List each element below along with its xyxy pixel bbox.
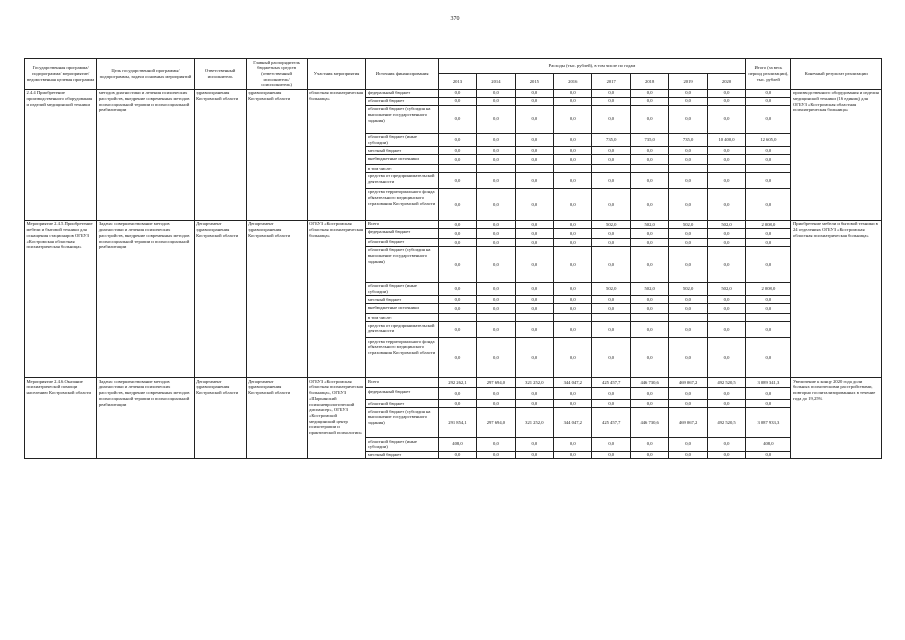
amount-cell: 0,0 bbox=[630, 97, 668, 105]
amount-cell: 0,0 bbox=[438, 89, 476, 97]
amount-cell: 0,0 bbox=[707, 388, 745, 400]
total-cell: 0,0 bbox=[746, 338, 791, 378]
amount-cell: 0,0 bbox=[554, 282, 592, 295]
amount-cell: 297 694,0 bbox=[477, 378, 515, 388]
amount-cell: 0,0 bbox=[477, 400, 515, 408]
total-cell: 0,0 bbox=[746, 296, 791, 304]
amount-cell: 0,0 bbox=[669, 147, 707, 155]
amount-cell: 0,0 bbox=[477, 238, 515, 246]
amount-cell: 0,0 bbox=[554, 388, 592, 400]
amount-cell: 0,0 bbox=[592, 400, 630, 408]
header-executor: Ответственный исполнитель bbox=[194, 59, 246, 90]
amount-cell bbox=[554, 165, 592, 173]
amount-cell: 0,0 bbox=[438, 238, 476, 246]
amount-cell: 469 067,2 bbox=[669, 408, 707, 438]
amount-cell: 0,0 bbox=[630, 246, 668, 282]
amount-cell bbox=[592, 314, 630, 322]
amount-cell: 0,0 bbox=[707, 304, 745, 314]
amount-cell: 0,0 bbox=[477, 89, 515, 97]
amount-cell: 0,0 bbox=[515, 322, 553, 338]
amount-cell: 0,0 bbox=[438, 322, 476, 338]
amount-cell: 0,0 bbox=[592, 304, 630, 314]
amount-cell: 0,0 bbox=[630, 451, 668, 459]
total-cell: 0,0 bbox=[746, 188, 791, 220]
amount-cell: 0,0 bbox=[669, 400, 707, 408]
amount-cell: 0,0 bbox=[477, 228, 515, 238]
source-cell: в том числе: bbox=[366, 314, 438, 322]
amount-cell: 0,0 bbox=[630, 105, 668, 133]
amount-cell: 0,0 bbox=[707, 89, 745, 97]
amount-cell: 0,0 bbox=[669, 188, 707, 220]
amount-cell: 0,0 bbox=[438, 338, 476, 378]
amount-cell: 0,0 bbox=[669, 172, 707, 188]
amount-cell: 297 694,0 bbox=[477, 408, 515, 438]
amount-cell: 0,0 bbox=[592, 451, 630, 459]
amount-cell: 0,0 bbox=[554, 322, 592, 338]
amount-cell: 0,0 bbox=[707, 451, 745, 459]
header-total: Итого (за весь период реализации), тыс. рублей bbox=[746, 59, 791, 90]
amount-cell bbox=[707, 314, 745, 322]
budget-table bbox=[24, 58, 882, 459]
amount-cell: 0,0 bbox=[630, 438, 668, 451]
amount-cell: 735,0 bbox=[630, 133, 668, 146]
amount-cell bbox=[669, 165, 707, 173]
amount-cell: 0,0 bbox=[707, 188, 745, 220]
amount-cell: 408,0 bbox=[438, 438, 476, 451]
amount-cell: 0,0 bbox=[438, 246, 476, 282]
total-cell: 0,0 bbox=[746, 322, 791, 338]
program-cell: 2.4.4 Приобретение производственного оборудования и изделий медицинской техники bbox=[25, 89, 97, 220]
amount-cell: 0,0 bbox=[515, 133, 553, 146]
total-cell: 408,0 bbox=[746, 438, 791, 451]
amount-cell: 0,0 bbox=[707, 97, 745, 105]
amount-cell: 0,0 bbox=[669, 338, 707, 378]
amount-cell: 0,0 bbox=[592, 338, 630, 378]
amount-cell: 344 047,2 bbox=[554, 378, 592, 388]
amount-cell: 321 252,0 bbox=[515, 378, 553, 388]
amount-cell: 0,0 bbox=[669, 97, 707, 105]
amount-cell: 344 047,2 bbox=[554, 408, 592, 438]
amount-cell: 0,0 bbox=[592, 155, 630, 165]
amount-cell: 425 457,7 bbox=[592, 378, 630, 388]
amount-cell: 292 262,1 bbox=[438, 378, 476, 388]
amount-cell: 321 252,0 bbox=[515, 408, 553, 438]
amount-cell: 0,0 bbox=[477, 451, 515, 459]
total-cell bbox=[746, 314, 791, 322]
amount-cell: 0,0 bbox=[438, 304, 476, 314]
header-year: 2016 bbox=[554, 74, 592, 89]
amount-cell: 0,0 bbox=[438, 105, 476, 133]
amount-cell: 0,0 bbox=[630, 304, 668, 314]
amount-cell: 0,0 bbox=[669, 105, 707, 133]
amount-cell: 0,0 bbox=[515, 438, 553, 451]
amount-cell: 446 730,6 bbox=[630, 408, 668, 438]
source-cell: областной бюджет bbox=[366, 238, 438, 246]
amount-cell: 0,0 bbox=[707, 155, 745, 165]
page-number: 370 bbox=[450, 16, 460, 22]
amount-cell: 0,0 bbox=[630, 388, 668, 400]
amount-cell: 0,0 bbox=[438, 228, 476, 238]
header-year: 2019 bbox=[669, 74, 707, 89]
header-goal: Цель государственной программы/подпрограммы, задачи основных мероприятий bbox=[97, 59, 194, 90]
amount-cell: 502,0 bbox=[707, 220, 745, 228]
budget-holder-cell: Департамент здравоохранения Костромской области bbox=[246, 378, 307, 459]
header-year: 2018 bbox=[630, 74, 668, 89]
amount-cell: 291 854,1 bbox=[438, 408, 476, 438]
amount-cell: 0,0 bbox=[477, 338, 515, 378]
amount-cell bbox=[669, 314, 707, 322]
source-cell: федеральный бюджет bbox=[366, 388, 438, 400]
amount-cell: 0,0 bbox=[707, 147, 745, 155]
amount-cell: 0,0 bbox=[515, 97, 553, 105]
total-cell: 0,0 bbox=[746, 147, 791, 155]
amount-cell: 502,0 bbox=[592, 282, 630, 295]
amount-cell: 0,0 bbox=[592, 438, 630, 451]
amount-cell: 469 067,2 bbox=[669, 378, 707, 388]
amount-cell: 0,0 bbox=[477, 246, 515, 282]
amount-cell: 0,0 bbox=[592, 188, 630, 220]
amount-cell bbox=[438, 165, 476, 173]
total-cell: 0,0 bbox=[746, 97, 791, 105]
amount-cell: 0,0 bbox=[554, 147, 592, 155]
goal-cell: методов диагностики и лечения психических расстройств, внедрение современных методов психосоциальной терапии и психосоциальной реабилитации bbox=[97, 89, 194, 220]
amount-cell: 502,0 bbox=[592, 220, 630, 228]
amount-cell: 0,0 bbox=[438, 282, 476, 295]
amount-cell: 0,0 bbox=[592, 172, 630, 188]
amount-cell: 0,0 bbox=[707, 105, 745, 133]
source-cell: местный бюджет bbox=[366, 296, 438, 304]
header-year: 2014 bbox=[477, 74, 515, 89]
amount-cell: 0,0 bbox=[515, 147, 553, 155]
amount-cell: 0,0 bbox=[438, 172, 476, 188]
source-cell: местный бюджет bbox=[366, 147, 438, 155]
amount-cell: 0,0 bbox=[438, 155, 476, 165]
amount-cell: 0,0 bbox=[592, 228, 630, 238]
source-cell: в том числе: bbox=[366, 165, 438, 173]
total-cell: 0,0 bbox=[746, 400, 791, 408]
amount-cell: 492 520,5 bbox=[707, 378, 745, 388]
amount-cell: 0,0 bbox=[515, 155, 553, 165]
executor-cell: Департамент здравоохранения Костромской области bbox=[194, 220, 246, 377]
amount-cell: 0,0 bbox=[630, 172, 668, 188]
amount-cell: 0,0 bbox=[477, 304, 515, 314]
program-cell: Мероприятие 2.4.5.Приобретение мебели и бытовой техники для оснащения стационаров ОГБУЗ «Костромская областная психиатрическая больница» bbox=[25, 220, 97, 377]
total-cell: 0,0 bbox=[746, 304, 791, 314]
amount-cell: 735,0 bbox=[592, 133, 630, 146]
amount-cell: 0,0 bbox=[554, 400, 592, 408]
total-cell: 0,0 bbox=[746, 451, 791, 459]
amount-cell: 0,0 bbox=[477, 105, 515, 133]
amount-cell: 0,0 bbox=[554, 105, 592, 133]
amount-cell: 0,0 bbox=[515, 220, 553, 228]
amount-cell: 0,0 bbox=[592, 238, 630, 246]
amount-cell: 0,0 bbox=[630, 147, 668, 155]
program-cell: Мероприятие 2.4.6.Оказание психиатрической помощи населению Костромской области bbox=[25, 378, 97, 459]
source-cell: областной бюджет (субсидия на выполнение государственного задания) bbox=[366, 105, 438, 133]
result-cell: Увеличение к концу 2020 года доли больных психическими расстройствами, повторно госпитализированных в течение года до 19,25% bbox=[791, 378, 882, 459]
amount-cell: 502,0 bbox=[669, 282, 707, 295]
amount-cell: 0,0 bbox=[554, 188, 592, 220]
header-source: Источник финансирования bbox=[366, 59, 438, 90]
source-cell: местный бюджет bbox=[366, 451, 438, 459]
amount-cell bbox=[438, 314, 476, 322]
amount-cell: 0,0 bbox=[554, 246, 592, 282]
amount-cell: 0,0 bbox=[515, 105, 553, 133]
source-cell: областной бюджет (иные субсидии) bbox=[366, 438, 438, 451]
amount-cell: 0,0 bbox=[707, 338, 745, 378]
amount-cell: 0,0 bbox=[554, 172, 592, 188]
amount-cell: 0,0 bbox=[630, 89, 668, 97]
amount-cell bbox=[707, 165, 745, 173]
amount-cell: 0,0 bbox=[477, 188, 515, 220]
amount-cell: 0,0 bbox=[630, 238, 668, 246]
total-cell: 3 087 933,3 bbox=[746, 408, 791, 438]
amount-cell: 446 730,6 bbox=[630, 378, 668, 388]
amount-cell: 0,0 bbox=[630, 400, 668, 408]
amount-cell: 0,0 bbox=[554, 133, 592, 146]
source-cell: областной бюджет (субсидия на выполнение государственного задания) bbox=[366, 246, 438, 282]
amount-cell: 0,0 bbox=[707, 400, 745, 408]
source-cell: федеральный бюджет bbox=[366, 89, 438, 97]
amount-cell: 0,0 bbox=[592, 105, 630, 133]
result-cell: производственного оборудования и изделия медицинской техники (16 единиц) для ОГБУЗ «Костромская областная психиатрическая больница» bbox=[791, 89, 882, 220]
amount-cell: 0,0 bbox=[554, 338, 592, 378]
source-cell: средства от предпринимательской деятельности bbox=[366, 322, 438, 338]
source-cell: Всего bbox=[366, 378, 438, 388]
amount-cell bbox=[515, 314, 553, 322]
amount-cell bbox=[630, 165, 668, 173]
amount-cell: 0,0 bbox=[438, 388, 476, 400]
total-cell: 0,0 bbox=[746, 246, 791, 282]
source-cell: областной бюджет (иные субсидии) bbox=[366, 282, 438, 295]
amount-cell: 0,0 bbox=[438, 296, 476, 304]
amount-cell: 10 400,0 bbox=[707, 133, 745, 146]
table-row bbox=[25, 378, 882, 388]
total-cell: 0,0 bbox=[746, 89, 791, 97]
amount-cell: 0,0 bbox=[554, 451, 592, 459]
amount-cell: 0,0 bbox=[592, 296, 630, 304]
amount-cell: 492 520,5 bbox=[707, 408, 745, 438]
amount-cell: 0,0 bbox=[707, 246, 745, 282]
amount-cell: 0,0 bbox=[515, 228, 553, 238]
amount-cell: 0,0 bbox=[630, 296, 668, 304]
amount-cell: 0,0 bbox=[707, 322, 745, 338]
amount-cell: 0,0 bbox=[669, 296, 707, 304]
source-cell: областной бюджет (иные субсидии) bbox=[366, 133, 438, 146]
amount-cell: 0,0 bbox=[438, 451, 476, 459]
header-row-1 bbox=[25, 59, 882, 74]
source-cell: Всего bbox=[366, 220, 438, 228]
amount-cell: 0,0 bbox=[630, 228, 668, 238]
amount-cell: 0,0 bbox=[438, 97, 476, 105]
source-cell: областной бюджет bbox=[366, 400, 438, 408]
header-year: 2017 bbox=[592, 74, 630, 89]
amount-cell bbox=[554, 314, 592, 322]
participant-cell: областная психиатрическая больница» bbox=[307, 89, 366, 220]
total-cell: 3 089 341,3 bbox=[746, 378, 791, 388]
amount-cell: 0,0 bbox=[515, 388, 553, 400]
amount-cell: 0,0 bbox=[515, 282, 553, 295]
amount-cell: 0,0 bbox=[554, 304, 592, 314]
amount-cell: 0,0 bbox=[477, 147, 515, 155]
goal-cell: Задача: совершенствование методов диагностики и лечения психических расстройств, внедрение современных методов психосоциальной терапии и психосоциальной реабилитации bbox=[97, 378, 194, 459]
amount-cell: 0,0 bbox=[669, 438, 707, 451]
amount-cell: 0,0 bbox=[477, 282, 515, 295]
amount-cell: 0,0 bbox=[630, 188, 668, 220]
amount-cell: 0,0 bbox=[669, 89, 707, 97]
amount-cell: 502,0 bbox=[630, 220, 668, 228]
amount-cell: 0,0 bbox=[592, 246, 630, 282]
amount-cell: 0,0 bbox=[554, 97, 592, 105]
amount-cell: 0,0 bbox=[554, 228, 592, 238]
amount-cell: 0,0 bbox=[515, 238, 553, 246]
header-expenses: Расходы (тыс. рублей), в том числе по годам bbox=[438, 59, 746, 74]
source-cell: средства территориального фонда обязательного медицинского страхования Костромской области bbox=[366, 338, 438, 378]
amount-cell: 0,0 bbox=[438, 220, 476, 228]
source-cell: областной бюджет (субсидия на выполнение государственного задания) bbox=[366, 408, 438, 438]
amount-cell: 0,0 bbox=[477, 322, 515, 338]
amount-cell: 0,0 bbox=[592, 322, 630, 338]
total-cell: 0,0 bbox=[746, 105, 791, 133]
amount-cell: 0,0 bbox=[515, 172, 553, 188]
table-row bbox=[25, 220, 882, 228]
participant-cell: ОГБУЗ «Костромская областная психиатрическая больница» bbox=[307, 220, 366, 377]
amount-cell: 0,0 bbox=[707, 438, 745, 451]
executor-cell: здравоохранения Костромской области bbox=[194, 89, 246, 220]
amount-cell: 0,0 bbox=[592, 147, 630, 155]
header-program: Государственная программа/подпрограмма/ мероприятие/ ведомственная целевая программа bbox=[25, 59, 97, 90]
header-year: 2015 bbox=[515, 74, 553, 89]
total-cell: 0,0 bbox=[746, 238, 791, 246]
budget-holder-cell: здравоохранения Костромской области bbox=[246, 89, 307, 220]
amount-cell: 0,0 bbox=[515, 451, 553, 459]
amount-cell: 0,0 bbox=[477, 172, 515, 188]
amount-cell: 0,0 bbox=[515, 296, 553, 304]
amount-cell: 0,0 bbox=[669, 304, 707, 314]
amount-cell: 0,0 bbox=[669, 451, 707, 459]
result-cell: Приобретение мебели и бытовой техники в 24 отделениях ОГБУЗ «Костромская областная психиатрическая больница» bbox=[791, 220, 882, 377]
amount-cell: 0,0 bbox=[669, 228, 707, 238]
amount-cell: 0,0 bbox=[477, 155, 515, 165]
amount-cell: 0,0 bbox=[477, 133, 515, 146]
amount-cell: 0,0 bbox=[515, 338, 553, 378]
amount-cell: 0,0 bbox=[515, 246, 553, 282]
amount-cell: 0,0 bbox=[477, 97, 515, 105]
amount-cell: 0,0 bbox=[669, 238, 707, 246]
source-cell: средства территориального фонда обязательного медицинского страхования Костромской области bbox=[366, 188, 438, 220]
source-cell: средства от предпринимательской деятельности bbox=[366, 172, 438, 188]
amount-cell: 0,0 bbox=[592, 388, 630, 400]
amount-cell: 0,0 bbox=[438, 147, 476, 155]
amount-cell bbox=[515, 165, 553, 173]
amount-cell: 0,0 bbox=[438, 400, 476, 408]
amount-cell bbox=[630, 314, 668, 322]
header-participant: Участник мероприятия bbox=[307, 59, 366, 90]
amount-cell bbox=[477, 165, 515, 173]
amount-cell: 0,0 bbox=[630, 322, 668, 338]
amount-cell: 0,0 bbox=[592, 97, 630, 105]
amount-cell: 0,0 bbox=[477, 296, 515, 304]
amount-cell: 0,0 bbox=[707, 172, 745, 188]
amount-cell: 0,0 bbox=[438, 188, 476, 220]
amount-cell: 0,0 bbox=[707, 228, 745, 238]
executor-cell: Департамент здравоохранения Костромской области bbox=[194, 378, 246, 459]
total-cell: 0,0 bbox=[746, 155, 791, 165]
total-cell: 0,0 bbox=[746, 228, 791, 238]
total-cell: 0,0 bbox=[746, 172, 791, 188]
amount-cell: 0,0 bbox=[554, 296, 592, 304]
header-result: Конечный результат реализации bbox=[791, 59, 882, 90]
amount-cell: 0,0 bbox=[707, 238, 745, 246]
amount-cell: 0,0 bbox=[707, 296, 745, 304]
budget-holder-cell: Департамент здравоохранения Костромской области bbox=[246, 220, 307, 377]
amount-cell: 0,0 bbox=[669, 246, 707, 282]
amount-cell: 0,0 bbox=[630, 155, 668, 165]
header-year: 2013 bbox=[438, 74, 476, 89]
amount-cell: 0,0 bbox=[669, 322, 707, 338]
amount-cell: 0,0 bbox=[477, 388, 515, 400]
amount-cell: 502,0 bbox=[669, 220, 707, 228]
amount-cell: 502,0 bbox=[707, 282, 745, 295]
participant-cell: ОГБУЗ «Костромская областная психиатрическая больница», ОГБУЗ «Шарьинский психоневрологический диспансер», ОГБУЗ «Костромской медицинский центр психотерапии и практической психологии» bbox=[307, 378, 366, 459]
table-row bbox=[25, 89, 882, 97]
amount-cell: 0,0 bbox=[592, 89, 630, 97]
amount-cell: 0,0 bbox=[477, 220, 515, 228]
amount-cell: 0,0 bbox=[438, 133, 476, 146]
amount-cell: 502,0 bbox=[630, 282, 668, 295]
goal-cell: Задача: совершенствование методов диагностики и лечения психических расстройств, внедрение современных методов психосоциальной терапии и психосоциальной реабилитации bbox=[97, 220, 194, 377]
amount-cell: 0,0 bbox=[515, 400, 553, 408]
total-cell: 0,0 bbox=[746, 388, 791, 400]
amount-cell: 0,0 bbox=[554, 89, 592, 97]
amount-cell: 0,0 bbox=[515, 89, 553, 97]
amount-cell: 0,0 bbox=[554, 238, 592, 246]
total-cell: 2 008,0 bbox=[746, 220, 791, 228]
amount-cell: 425 457,7 bbox=[592, 408, 630, 438]
source-cell: областной бюджет bbox=[366, 97, 438, 105]
header-budget-holder: Главный распорядитель бюджетных средств (ответственный исполнитель/ соисполнитель) bbox=[246, 59, 307, 90]
total-cell: 2 008,0 bbox=[746, 282, 791, 295]
amount-cell: 0,0 bbox=[477, 438, 515, 451]
total-cell: 12 605,0 bbox=[746, 133, 791, 146]
source-cell: федеральный бюджет bbox=[366, 228, 438, 238]
total-cell bbox=[746, 165, 791, 173]
amount-cell: 0,0 bbox=[669, 155, 707, 165]
amount-cell: 0,0 bbox=[630, 338, 668, 378]
header-year: 2020 bbox=[707, 74, 745, 89]
source-cell: внебюджетные источники bbox=[366, 155, 438, 165]
amount-cell: 735,0 bbox=[669, 133, 707, 146]
amount-cell: 0,0 bbox=[515, 188, 553, 220]
amount-cell: 0,0 bbox=[515, 304, 553, 314]
amount-cell: 0,0 bbox=[669, 388, 707, 400]
source-cell: внебюджетные источники bbox=[366, 304, 438, 314]
amount-cell bbox=[592, 165, 630, 173]
amount-cell bbox=[477, 314, 515, 322]
amount-cell: 0,0 bbox=[554, 438, 592, 451]
amount-cell: 0,0 bbox=[554, 220, 592, 228]
table-body bbox=[25, 89, 882, 459]
amount-cell: 0,0 bbox=[554, 155, 592, 165]
